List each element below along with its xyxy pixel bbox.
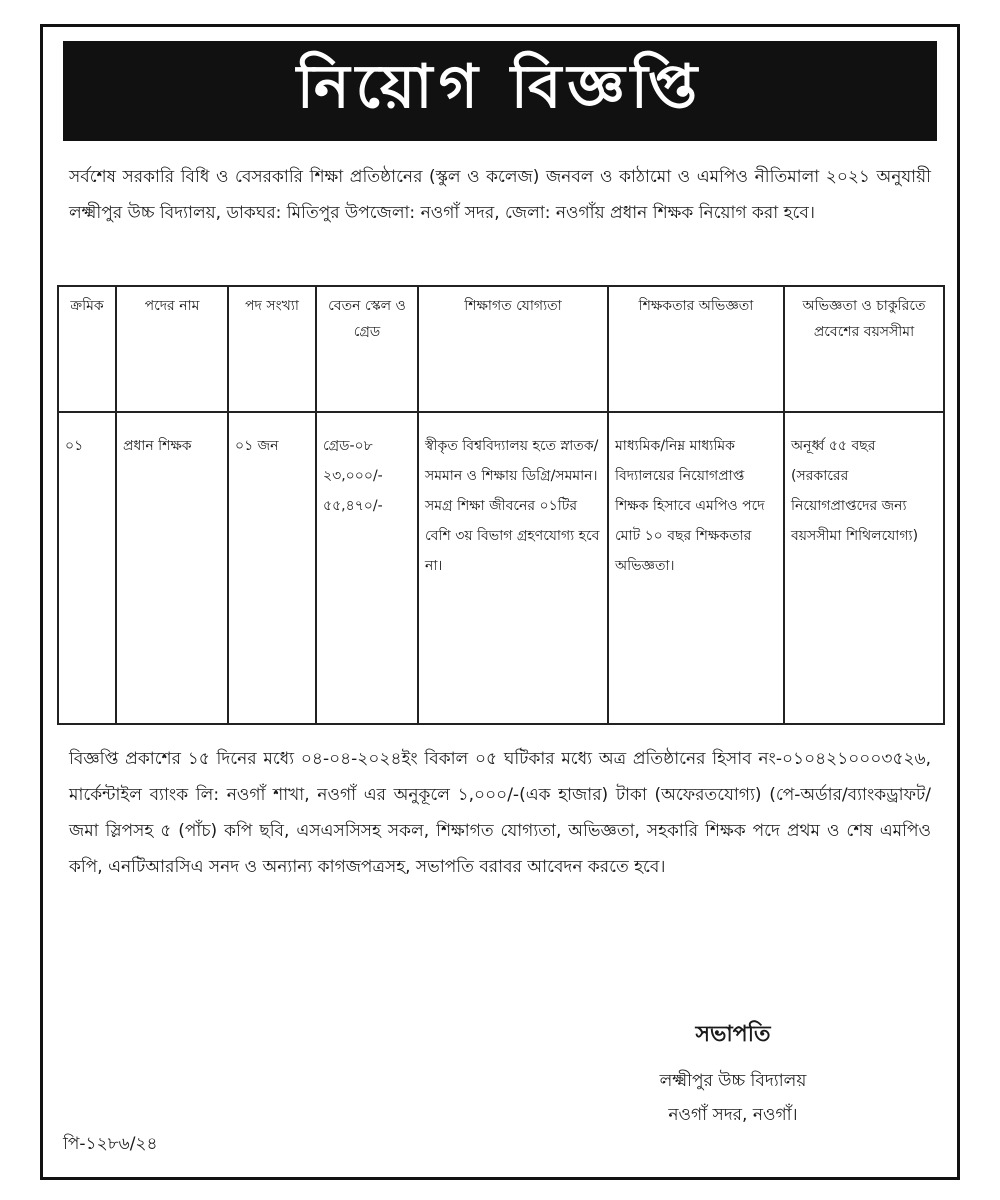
table-header-row: [58, 286, 944, 412]
notice-title: নিয়োগ বিজ্ঞপ্তি: [63, 41, 937, 141]
cell-serial: ০১: [58, 412, 116, 724]
header-post-name: পদের নাম: [116, 286, 228, 412]
table-row: [58, 412, 944, 724]
signature-block: [603, 1017, 863, 1132]
header-qualification: শিক্ষাগত যোগ্যতা: [418, 286, 608, 412]
cell-pay-scale: গ্রেড-০৮ ২৩,০০০/- ৫৫,৪৭০/-: [316, 412, 418, 724]
application-instructions: বিজ্ঞপ্তি প্রকাশের ১৫ দিনের মধ্যে ০৪-০৪-২০২৪ইং বিকাল ০৫ ঘটিকার মধ্যে অত্র প্রতিষ্ঠানের হিসাব নং-০১০৪২১০০০৩৫২৬, মার্কেন্টাইল ব্যাংক লি: নওগাঁ শাখা, নওগাঁ এর অনুকূলে ১,০০০/-(এক হাজার) টাকা (অফেরতযোগ্য) (পে-অর্ডার/ব্যাংকড্রাফট/জমা স্লিপসহ ৫ (পাঁচ) কপি ছবি, এসএসসিসহ সকল, শিক্ষাগত যোগ্যতা, অভিজ্ঞতা, সহকারি শিক্ষক পদে প্রথম ও শেষ এমপিও কপি, এনটিআরসিএ সনদ ও অন্যান্য কাগজপত্রসহ, সভাপতি বরাবর আবেদন করতে হবে।: [69, 749, 931, 877]
signature-institution: লক্ষ্মীপুর উচ্চ বিদ্যালয়: [659, 1071, 807, 1091]
cell-post-count: ০১ জন: [228, 412, 316, 724]
notice-frame: [40, 24, 960, 1180]
reference-number: পি-১২৮৬/২৪: [63, 1134, 158, 1154]
post-table: [57, 285, 945, 725]
cell-age-limit: অনূর্ধ্ব ৫৫ বছর (সরকারের নিয়োগপ্রাপ্তদের জন্য বয়সসীমা শিথিলযোগ্য): [784, 412, 944, 724]
cell-qualification: স্বীকৃত বিশ্ববিদ্যালয় হতে স্নাতক/সমমান ও শিক্ষায় ডিগ্রি/সমমান। সমগ্র শিক্ষা জীবনের ০১টির বেশি ৩য় বিভাগ গ্রহণযোগ্য হবে না।: [418, 412, 608, 724]
header-age-limit: অভিজ্ঞতা ও চাকুরিতে প্রবেশের বয়সসীমা: [784, 286, 944, 412]
header-post-count: পদ সংখ্যা: [228, 286, 316, 412]
header-pay-scale: বেতন স্কেল ও গ্রেড: [316, 286, 418, 412]
cell-post-name: প্রধান শিক্ষক: [116, 412, 228, 724]
header-serial: ক্রমিক: [58, 286, 116, 412]
cell-experience: মাধ্যমিক/নিম্ন মাধ্যমিক বিদ্যালয়ের নিয়োগপ্রাপ্ত শিক্ষক হিসাবে এমপিও পদে মোট ১০ বছর শিক্ষকতার অভিজ্ঞতা।: [608, 412, 784, 724]
signature-address: নওগাঁ সদর, নওগাঁ।: [668, 1105, 798, 1125]
header-experience: শিক্ষকতার অভিজ্ঞতা: [608, 286, 784, 412]
intro-paragraph: সর্বশেষ সরকারি বিধি ও বেসরকারি শিক্ষা প্রতিষ্ঠানের (স্কুল ও কলেজ) জনবল ও কাঠামো ও এমপিও নীতিমালা ২০২১ অনুযায়ী লক্ষ্মীপুর উচ্চ বিদ্যালয়, ডাকঘর: মিতিপুর উপজেলা: নওগাঁ সদর, জেলা: নওগাঁয় প্রধান শিক্ষক নিয়োগ করা হবে।: [69, 167, 931, 223]
signature-title: সভাপতি: [695, 1022, 771, 1047]
